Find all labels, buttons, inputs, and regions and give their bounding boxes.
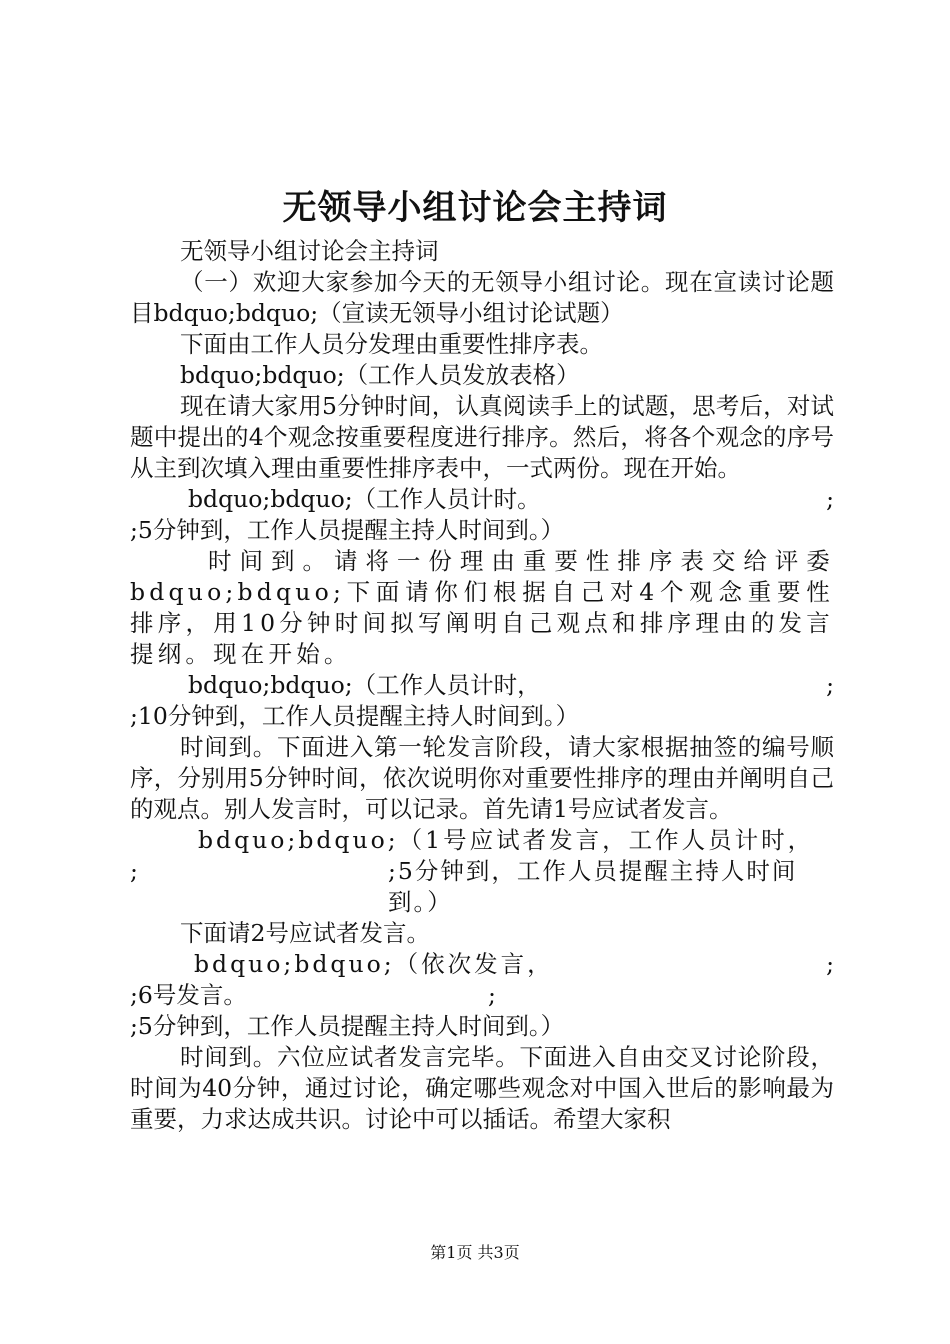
paragraph-time-up-1: 时间到。请将一份理由重要性排序表交给评委bdquo;bdquo;下面请你们根据自己对4个观念重要性排序，用10分钟时间拟写阐明自己观点和排序理由的发言提纲。现在开始。 [130, 547, 834, 668]
line-speaker-1-end [130, 856, 834, 918]
line-timer-1 [130, 484, 834, 515]
stray-semicolon-5: ; [488, 981, 496, 1009]
line-timer-2 [130, 670, 834, 701]
paragraph-read-instructions: 现在请大家用5分钟时间，认真阅读手上的试题，思考后，对试题中提出的4个观念按重要程度进行排序。然后，将各个观念的序号从主到次填入理由重要性排序表中，一式两份。现在开始。 [130, 392, 834, 482]
paragraph-speaker-1: bdquo;bdquo;（1号应试者发言，工作人员计时， [198, 826, 815, 854]
in-order-note: bdquo;bdquo;（依次发言， [194, 950, 554, 978]
stray-semicolon-2: ; [826, 671, 834, 699]
stray-semicolon-1: ; [826, 485, 834, 513]
speaker-1-time-note: ;5分钟到，工作人员提醒主持人时间到。） [388, 857, 798, 916]
paragraph-speaker-2: 下面请2号应试者发言。 [180, 919, 430, 947]
document-title: 无领导小组讨论会主持词 [282, 188, 668, 228]
paragraph-distribute: 下面由工作人员分发理由重要性排序表。 [180, 330, 603, 358]
paragraph-first-round: 时间到。下面进入第一轮发言阶段，请大家根据抽签的编号顺序，分别用5分钟时间，依次说明你对重要性排序的理由并阐明自己的观点。别人发言时，可以记录。首先请1号应试者发言。 [130, 733, 834, 823]
subtitle-paragraph: 无领导小组讨论会主持词 [180, 237, 439, 265]
timer-note-2: bdquo;bdquo;（工作人员计时， [188, 671, 541, 699]
page-number: 第1页 共3页 [430, 1243, 520, 1262]
paragraph-welcome: （一）欢迎大家参加今天的无领导小组讨论。现在宣读讨论题目bdquo;bdquo;（宣读无领导小组讨论试题） [130, 268, 834, 327]
paragraph-speaker-6-end: ;5分钟到，工作人员提醒主持人时间到。） [130, 1012, 565, 1040]
stray-semicolon-4: ; [826, 950, 834, 978]
line-in-order [130, 949, 834, 980]
speaker-6-note: ;6号发言。 [130, 981, 247, 1009]
timer-note-1: bdquo;bdquo;（工作人员计时。 [188, 485, 541, 513]
paragraph-distribute-note: bdquo;bdquo;（工作人员发放表格） [180, 361, 580, 389]
paragraph-timer-2-end: ;10分钟到，工作人员提醒主持人时间到。） [130, 702, 580, 730]
document-body [130, 236, 834, 1135]
line-speaker-6 [130, 980, 834, 1011]
paragraph-free-discussion: 时间到。六位应试者发言完毕。下面进入自由交叉讨论阶段，时间为40分钟，通过讨论，确定哪些观念对中国入世后的影响最为重要，力求达成共识。讨论中可以插话。希望大家积 [130, 1043, 834, 1133]
stray-semicolon-3: ; [130, 857, 138, 885]
paragraph-timer-1-end: ;5分钟到，工作人员提醒主持人时间到。） [130, 516, 565, 544]
